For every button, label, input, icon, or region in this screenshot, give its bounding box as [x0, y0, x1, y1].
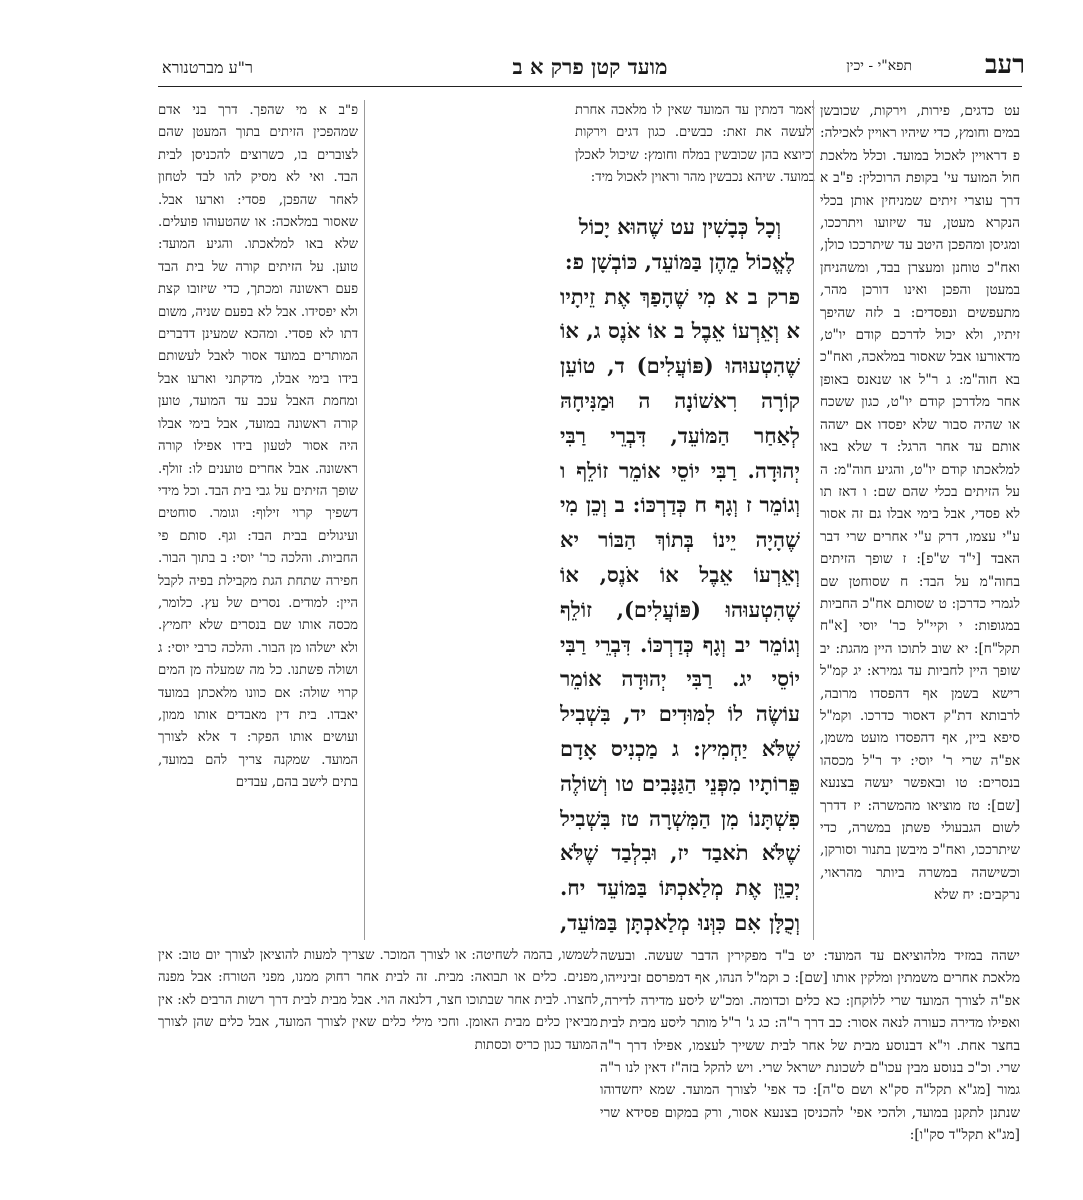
mishnah-text: פרק ב א מִי שֶׁהָפַךְ אֶת זֵיתָיו א וְאֵרְעוֹ אֵבֶל ב אוֹ אֹנֶס ג, אוֹ שֶׁהִטְעוּהוּ (פּוֹעֲלִים) ד, טוֹעֵן קוֹרָה רִאשׁוֹנָה ה וּמַנִּיחָהּ לְאַחַר הַמּוֹעֵד, דִּבְרֵי רַבִּי יְהוּדָה. רַבִּי יוֹסֵי אוֹמֵר זוֹלֵף ו וְגוֹמֵר ז וְגָף ח כְּדַרְכּוֹ: ב וְכֵן מִי שֶׁהָיָה יֵינוֹ בְּתוֹךְ הַבּוֹר יא וְאֵרְעוֹ אֵבֶל אוֹ אֹנֶס, אוֹ שֶׁהִטְעוּהוּ (פּוֹעֲלִים), זוֹלֵף וְגוֹמֵר יב וְגָף כְּדַרְכּוֹ. דִּבְרֵי רַבִּי יוֹסֵי יג. רַבִּי יְהוּדָה אוֹמֵר עוֹשֶׂה לוֹ לִמּוּדִים יד, בִּשְׁבִיל שֶׁלֹּא יַחְמִיץ: ג מַכְנִיס אָדָם פֵּרוֹתָיו מִפְּנֵי הַגַּנָּבִים טו וְשׁוֹלֶה פִשְׁתָּנוֹ מִן הַמִּשְׁרָה טז בִּשְׁבִיל שֶׁלֹּא תֹאבַד יז, וּבִלְבַד שֶׁלֹּא יְכַוֵּן אֶת מְלַאכְתּוֹ בַּמּוֹעֵד יח. וְכֻלָּן אִם כִּוְּנוּ מְלַאכְתָּן בַּמּוֹעֵד, — [560, 283, 800, 935]
tiferet-yisrael-text: עט כדגים, פירות, וירקות, שכובשן במים וחומץ, כדי שיהיו ראויין לאכילה: פ דראויין לאכול במועד. וכלל מלאכת חול המועד עי' בקופת הרוכלין: פ"ב א דרך עוצרי זיתים שמניחין אותן בכלי הנקרא מעטן, עד שיזועו ויתרככו, ומגיסן ומהפכן היטב עד שיתרככו כולן, ואח"כ טוחנן ומעצרן בבד, ומשהניחן במעטן והפכן ואינו דורכן מהר, מתעפשים ונפסדים: ב לזה שהיפך זיתיו, ולא יכול לדרכם קודם יו"ט, מדאורעו אבל שאסור במלאכה, ואח"כ בא חוה"מ: ג ר"ל או שנאנס באופן אחר מלדרכן קודם יו"ט, כגון ששכח או שהיה סבור שלא יפסדו אם ישהה אותם עד אחר הרגל: ד שלא באו למלאכתו קודם יו"ט, והגיע חוה"מ: ה על הזיתים בכלי שהם שם: ו דאז תו לא פסדי, אבל בימי אבלו גם זה אסור ע"י עצמו, דרק ע"י אחרים שרי דבר האבד [י"ד ש"פ]: ז שופך הזיתים בחוה"מ על הבד: ח שסוחטן שם לגמרי כדרכן: ט שסותם אח"כ החביות במגופות: י וקיי"ל כר' יוסי [א"ח תקל"ח]: יא שוב לתוכו היין מהגת: יב שופך היין לחביות עד גמירא: יג קמ"ל רישא בשמן אף דהפסדו מרובה, לרבותא דת"ק דאסור כדרכו. וקמ"ל סיפא ביין, אף דהפסדו מועט משמן, אפ"ה שרי ר' יוסי: יד ר"ל מכסהו בנסרים: טו ובאפשר יעשה בצנעא [שם]: טז מוציאו מהמשרה: יז דדרך לשום הגבעולי פשתן במשרה, כדי שיתרככו, ואח"כ מיבשן בתנור וסורקן, וכשישהה במשרה ביותר מהראוי, נרקבים: יח שלא — [820, 103, 1020, 904]
page-header — [150, 50, 1030, 84]
bartenura-bottom-text: לשמשו, בהמה לשחיטה: או לצורך המוכר. שצריך למעות להוציאן לצורך יום טוב: אין מפנים. כלים או תבואה: מבית. זה לבית אחר רחוק ממנו, מפני הטורח: אבל מפנה לחצרו. לבית אחר שבתוכו חצר, דלנאה הוי. אבל מבית לבית דרך רשות הרבים לא: אין מביאין כלים מבית האומן. וחכי מילי כלים שאין לצורך המועד, אבל כלים שהן לצורך המועד כגון כריס וכסתות — [158, 948, 598, 1053]
bartenura-text: פ"ב א מי שהפך. דרך בני אדם שמהפכין הזיתים בתוך המעטן שהם לצוברים בו, כשרוצים להכניסן לבית הבד. ואי לא מסיק להו לבד לטחון לאחר שהפכן, פסדי: וארעו אבל. שאסור במלאכה: או שהטעוהו פועלים. שלא באו למלאכתו. והגיע המועד: טוען. על הזיתים קורה של בית הבד פעם ראשונה ומכתך, כדי שיזובו קצת ולא יפסידו. אבל לא בפעם שניה, משום דתו לא פסדי. ומהכא שמעינן דדברים המותרים במועד אסור לאבל לעשותם בידו בימי אבלו, מדקתני וארעו אבל ומחמת האבל עכב עד המועד, טוען קורה ראשונה במועד, אבל בימי אבלו היה אסור לטעון בידו אפילו קורה ראשונה. אבל אחרים טוענים לו: זולף. שופך הזיתים על גבי בית הבד. וכל מידי דשפיך קרוי זילוף: וגומר. סוחטים ועיגולים בבית הבד: וגף. סותם פי החביות. והלכה כר' יוסי: ב בתוך הבור. חפירה שתחת הגת מקבילת בפיה לקבל היין: למודים. נסרים של עץ. כלומר, מכסה אותו שם בנסרים שלא יחמיץ. ולא ישלהו מן הבור. והלכה כרבי יוסי: ג ושולה פשתנו. כל מה שמעלה מן המים קרוי שולה: אם כוונו מלאכתן במועד יאבדו. בית דין מאבדים אותו ממון, ועושים אותו הפקר: ד אלא לצורך המועד. שמקנה צריך להם במועד, בתים לישב בהם, עבדים — [158, 103, 358, 791]
bartenura-top-text: יאמר דמתין עד המועד שאין לו מלאכה אחרת ולעשה את זאת: כבשים. כגון דגים וירקות וכיוצא בהן שכובשין במלח וחומץ: שיכול לאכלן במועד. שיהא נכבשין מהר וראוין לאכול מיד: — [575, 103, 815, 186]
right-commentary-label: תפא"י - יכין — [846, 58, 912, 74]
mishnah-column — [560, 210, 800, 940]
bartenura-top-commentary — [575, 100, 815, 200]
page — [150, 40, 1030, 1180]
tiferet-yisrael-column — [820, 100, 1020, 940]
mishnah-intro: וְכָל כְּבָשִׁין עט שֶׁהוּא יָכוֹל לֶאֱכוֹל מֵהֶן בַּמּוֹעֵד, כּוֹבְשָׁן פ: — [564, 214, 796, 274]
bartenura-bottom — [158, 945, 598, 1175]
tiferet-yisrael-bottom-text: ישהה במזיד מלהוציאם עד המועד: יט ב"ד מפקירין הדבר שעשה. ובעשה מלאכת אחרים משמתין ומלקין אותו [שם]: כ וקמ"ל הנהו, אף דמפרסם זבינייהו, אפ"ה לצורך המועד שרי ללוקחן: כא כלים וכדומה. ומכ"ש ליסע מדירה לדירה, ואפילו מדירה כעורה לנאה אסור: כב דרך ר"ה: כג ג' ר"ל מותר ליסע מבית לבית בחצר אחת. וי"א דבנוסע מבית של אחר לבית ששייך לעצמו, אפילו דרך ר"ה שרי. וכ"כ בנוסע מבין עכו"ם לשכונת ישראל שרי. ויש להקל בזה"ז דאין לנו ר"ה גמור [מג"א תקל"ה סק"א ושם ס"ה]: כד אפי' לצורך המועד. שמא יחשדוהו שנתנן לתקנן במועד, ולהכי אפי' להכניסן בצנעא אסור, ורק במקום פסידא שרי [מג"א תקל"ד סק"ו]: — [600, 948, 1020, 1144]
bartenura-column — [158, 100, 358, 940]
tiferet-yisrael-bottom — [600, 945, 1020, 1175]
column-divider-left — [364, 100, 365, 940]
left-commentary-label: ר"ע מברטנורא — [162, 58, 253, 77]
tractate-title: מועד קטן פרק א ב — [512, 54, 668, 79]
page-number: רעב — [984, 50, 1025, 80]
header-rule — [158, 86, 1022, 87]
column-divider-right — [813, 100, 814, 940]
bottom-commentary — [158, 945, 1020, 1175]
